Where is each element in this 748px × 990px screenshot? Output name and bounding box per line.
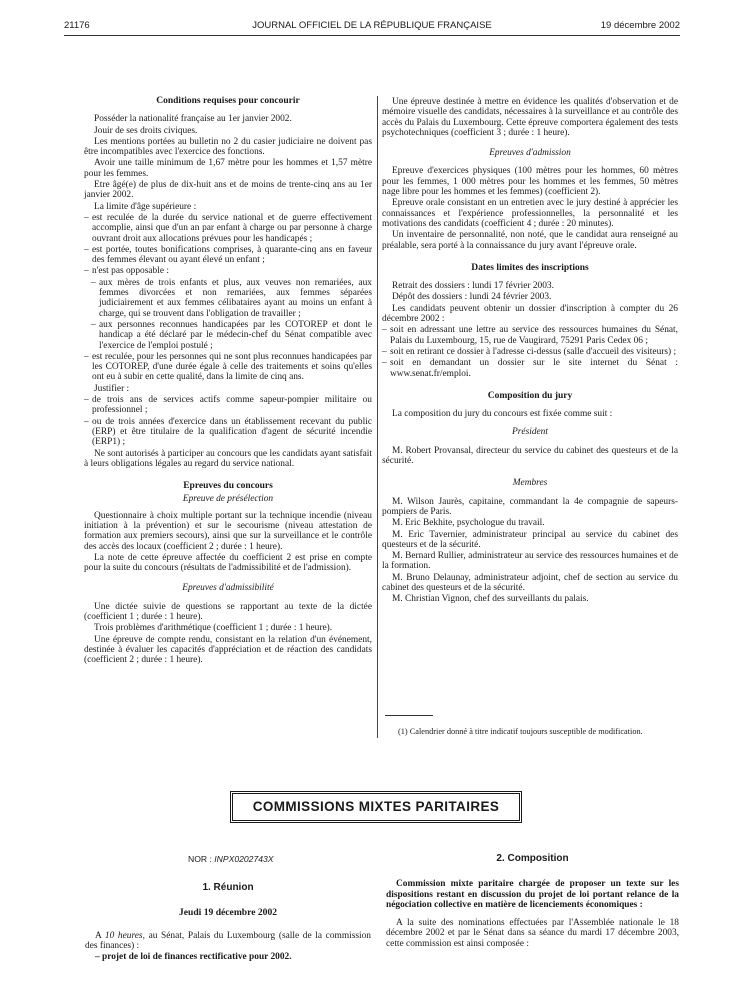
member-paragraph: M. Eric Bekhite, psychologue du travail. <box>392 518 545 529</box>
reunion-section <box>85 883 371 963</box>
list-item: – est reculée, pour les personnes qui ne sont plus reconnues handicapées par les COTOREP, d'une durée égale à celle des traitements et soins qu'elles ont eu à subir en cette qualité, dans la limite de cinq ans. <box>84 352 372 383</box>
admission-paragraph: Un inventaire de personnalité, non noté, que le candidat aura renseigné au préalable, sera porté à la connaissance du jury avant l'épreuve orale. <box>382 230 678 251</box>
list-item: – soit en retirant ce dossier à l'adresse ci-dessus (salle d'accueil des visiteurs) ; <box>382 347 678 357</box>
epreuves-heading: Epreuves du concours <box>183 481 273 492</box>
age-limit-list <box>84 213 372 277</box>
member-paragraph: M. Eric Tavernier, administrateur principal au service du cabinet des questeurs et de la sécurité. <box>382 529 678 550</box>
reunion-location: au Sénat, Palais du Luxembourg (salle de la commission des finances) : <box>85 930 371 951</box>
preselection-paragraph: Questionnaire à choix multiple portant sur la technique incendie (niveau initiation à la prévention) et sur le secourisme (niveau attestation de formation aux premiers secours), ainsi que sur la surveillance et le contrôle des accès des locaux (coefficient 2 ; durée : 1 heure). <box>84 510 372 552</box>
admission-paragraph: Epreuve d'exercices physiques (100 mètres pour les hommes, 60 mètres pour les femmes, 1 000 mètres pour les hommes et les femmes, 50 mètres nage libre pour les hommes et les femmes) (coefficient 2). <box>382 166 678 198</box>
age-limit-sublist <box>84 278 372 351</box>
commission-title: Commission mixte paritaire chargée de proposer un texte sur les dispositions restant en discussion du projet de loi portant relance de la négociation collective en matière de licenciements économiques : <box>386 879 679 910</box>
dates-paragraph: Retrait des dossiers : lundi 17 février 2003. <box>392 281 554 292</box>
admissibilite-paragraph: Trois problèmes d'arithmétique (coefficient 1 ; durée : 1 heure). <box>94 623 333 634</box>
member-paragraph: M. Bernard Rullier, administrateur au service des ressources humaines et de la formation. <box>382 551 678 572</box>
member-paragraph: M. Wilson Jaurès, capitaine, commandant la 4e compagnie de sapeurs-pompiers de Paris. <box>382 496 678 517</box>
page-number: 21176 <box>64 20 90 31</box>
list-item: – est portée, toutes bonifications comprises, à quarante-cinq ans en faveur des femmes élevant ou ayant élevé un enfant ; <box>84 245 372 266</box>
dates-list <box>382 325 678 378</box>
condition-paragraph: Jouir de ses droits civiques. <box>94 125 198 136</box>
age-limit-intro: La limite d'âge supérieure : <box>94 201 197 212</box>
list-item: – n'est pas opposable : <box>84 266 372 276</box>
conditions-heading: Conditions requises pour concourir <box>156 96 300 106</box>
dates-paragraph: Dépôt des dossiers : lundi 24 février 2003. <box>392 292 552 303</box>
list-item: – de trois ans de services actifs comme sapeur-pompier militaire ou professionnel ; <box>84 395 372 416</box>
footnote: (1) Calendrier donné à titre indicatif toujours susceptible de modification. <box>398 727 643 736</box>
jury-heading: Composition du jury <box>487 390 573 401</box>
membres-heading: Membres <box>512 478 548 489</box>
member-paragraph: M. Bruno Delaunay, administrateur adjoint, chef de section au service du cabinet des questeurs et de la sécurité. <box>382 572 678 593</box>
reunion-paragraph <box>85 931 371 952</box>
condition-paragraph: Les mentions portées au bulletin no 2 du casier judiciaire ne doivent pas être incompatibles avec l'exercice des fonctions. <box>84 136 372 158</box>
condition-paragraph: Posséder la nationalité française au 1er janvier 2002. <box>94 114 292 125</box>
footnote-rule <box>385 715 433 716</box>
justify-list <box>84 395 372 447</box>
president-heading: Président <box>512 427 548 438</box>
admission-heading: Epreuves d'admission <box>489 148 571 159</box>
list-item: – aux mères de trois enfants et plus, aux veuves non remariées, aux femmes divorcées et non remariées, aux femmes séparées judiciairement et aux femmes célibataires ayant au moins un enfant à charge, qui se trouvent dans l'obligation de travailler ; <box>84 278 372 319</box>
right-column <box>382 97 678 606</box>
page-header <box>64 20 680 36</box>
left-column <box>84 96 372 667</box>
composition-section <box>386 854 679 950</box>
condition-final: Ne sont autorisés à participer au concours que les candidats ayant satisfait à leurs obligations légales au regard du service national. <box>84 448 372 469</box>
admissibilite-heading: Epreuves d'admissibilité <box>182 583 274 594</box>
reunion-date: Jeudi 19 décembre 2002 <box>178 907 278 919</box>
dates-heading: Dates limites des inscriptions <box>471 262 589 273</box>
president-paragraph: M. Robert Provansal, directeur du service du cabinet des questeurs et de la sécurité. <box>382 445 678 467</box>
dates-paragraph: Les candidats peuvent obtenir un dossier d'inscription à compter du 26 décembre 2002 : <box>382 303 678 325</box>
jury-paragraph: La composition du jury du concours est fixée comme suit : <box>392 409 613 420</box>
condition-paragraph: Etre âgé(e) de plus de dix-huit ans et de moins de trente-cinq ans au 1er janvier 2002. <box>84 180 372 201</box>
preselection-heading: Epreuve de présélection <box>182 494 274 505</box>
reunion-bill: – projet de loi de finances rectificative pour 2002. <box>95 952 292 963</box>
admissibilite-paragraph: Une dictée suivie de questions se rapportant au texte de la dictée (coefficient 1 ; durée : 1 heure). <box>84 601 372 623</box>
list-item: – aux personnes reconnues handicapées par les COTOREP et dont le handicap a été déclaré par le médecin-chef du Sénat compatible avec l'exercice de l'emploi postulé ; <box>84 320 372 351</box>
observation-paragraph: Une épreuve destinée à mettre en évidence les qualités d'observation et de mémoire visuelle des candidats, nécessaires à la surveillance et au contrôle des accès du Palais du Luxembourg. Cette épreuve comportera également des tests psychotechniques (coefficient 3 ; durée : 1 heure). <box>382 97 678 138</box>
preselection-paragraph: La note de cette épreuve affectée du coefficient 2 est prise en compte pour la suite du concours (résultats de l'admissibilité et de l'admission). <box>84 552 372 574</box>
reunion-heading: 1. Réunion <box>202 882 254 893</box>
column-divider <box>377 96 378 738</box>
reunion-time: 10 heures, <box>104 930 145 941</box>
nor-prefix: NOR : <box>188 854 215 864</box>
list-item: – soit en demandant un dossier sur le site internet du Sénat : www.senat.fr/emploi. <box>382 358 678 379</box>
admission-paragraph: Epreuve orale consistant en un entretien avec le jury destiné à apprécier les connaissances et l'expérience professionnelles, la personnalité et les motivations des candidats (coefficient 4 ; durée : 20 minutes). <box>382 198 678 229</box>
member-paragraph: M. Christian Vignon, chef des surveillants du palais. <box>392 594 589 605</box>
justify-intro: Justifier : <box>94 383 130 394</box>
issue-date: 19 décembre 2002 <box>600 20 680 31</box>
composition-paragraph: A la suite des nominations effectuées par l'Assemblée nationale le 18 décembre 2002 et par le Sénat dans sa séance du mardi 17 décembre 2003, cette commission est ainsi composée : <box>386 918 679 949</box>
nor-code: INPX0202743X <box>214 854 274 864</box>
condition-paragraph: Avoir une taille minimum de 1,67 mètre pour les hommes et 1,57 mètre pour les femmes. <box>84 158 372 179</box>
header-rule <box>64 35 680 36</box>
age-limit-list-end <box>84 352 372 383</box>
nor-reference <box>188 854 274 864</box>
journal-title: JOURNAL OFFICIEL DE LA RÉPUBLIQUE FRANÇAISE <box>252 20 492 31</box>
list-item: – ou de trois années d'exercice dans un établissement recevant du public (ERP) et être titulaire de la qualification d'agent de sécurité incendie (ERP1) ; <box>84 417 372 448</box>
list-item: – soit en adressant une lettre au service des ressources humaines du Sénat, Palais du Luxembourg, 15, rue de Vaugirard, 75291 Paris Cedex 06 ; <box>382 325 678 346</box>
list-item: – est reculée de la durée du service national et de guerre effectivement accomplie, ainsi que d'un an par enfant à charge ou par personne à charge ouvrant droit aux allocations prévues pour les handicapés ; <box>84 213 372 244</box>
reunion-prefix: A <box>95 930 105 941</box>
composition-heading: 2. Composition <box>496 853 569 864</box>
section-banner: COMMISSIONS MIXTES PARITAIRES <box>230 791 522 823</box>
admissibilite-paragraph: Une épreuve de compte rendu, consistant en la relation d'un événement, destinée à évaluer les capacités d'appréciation et de réaction des candidats (coefficient 2 ; durée : 1 heure). <box>84 634 372 666</box>
